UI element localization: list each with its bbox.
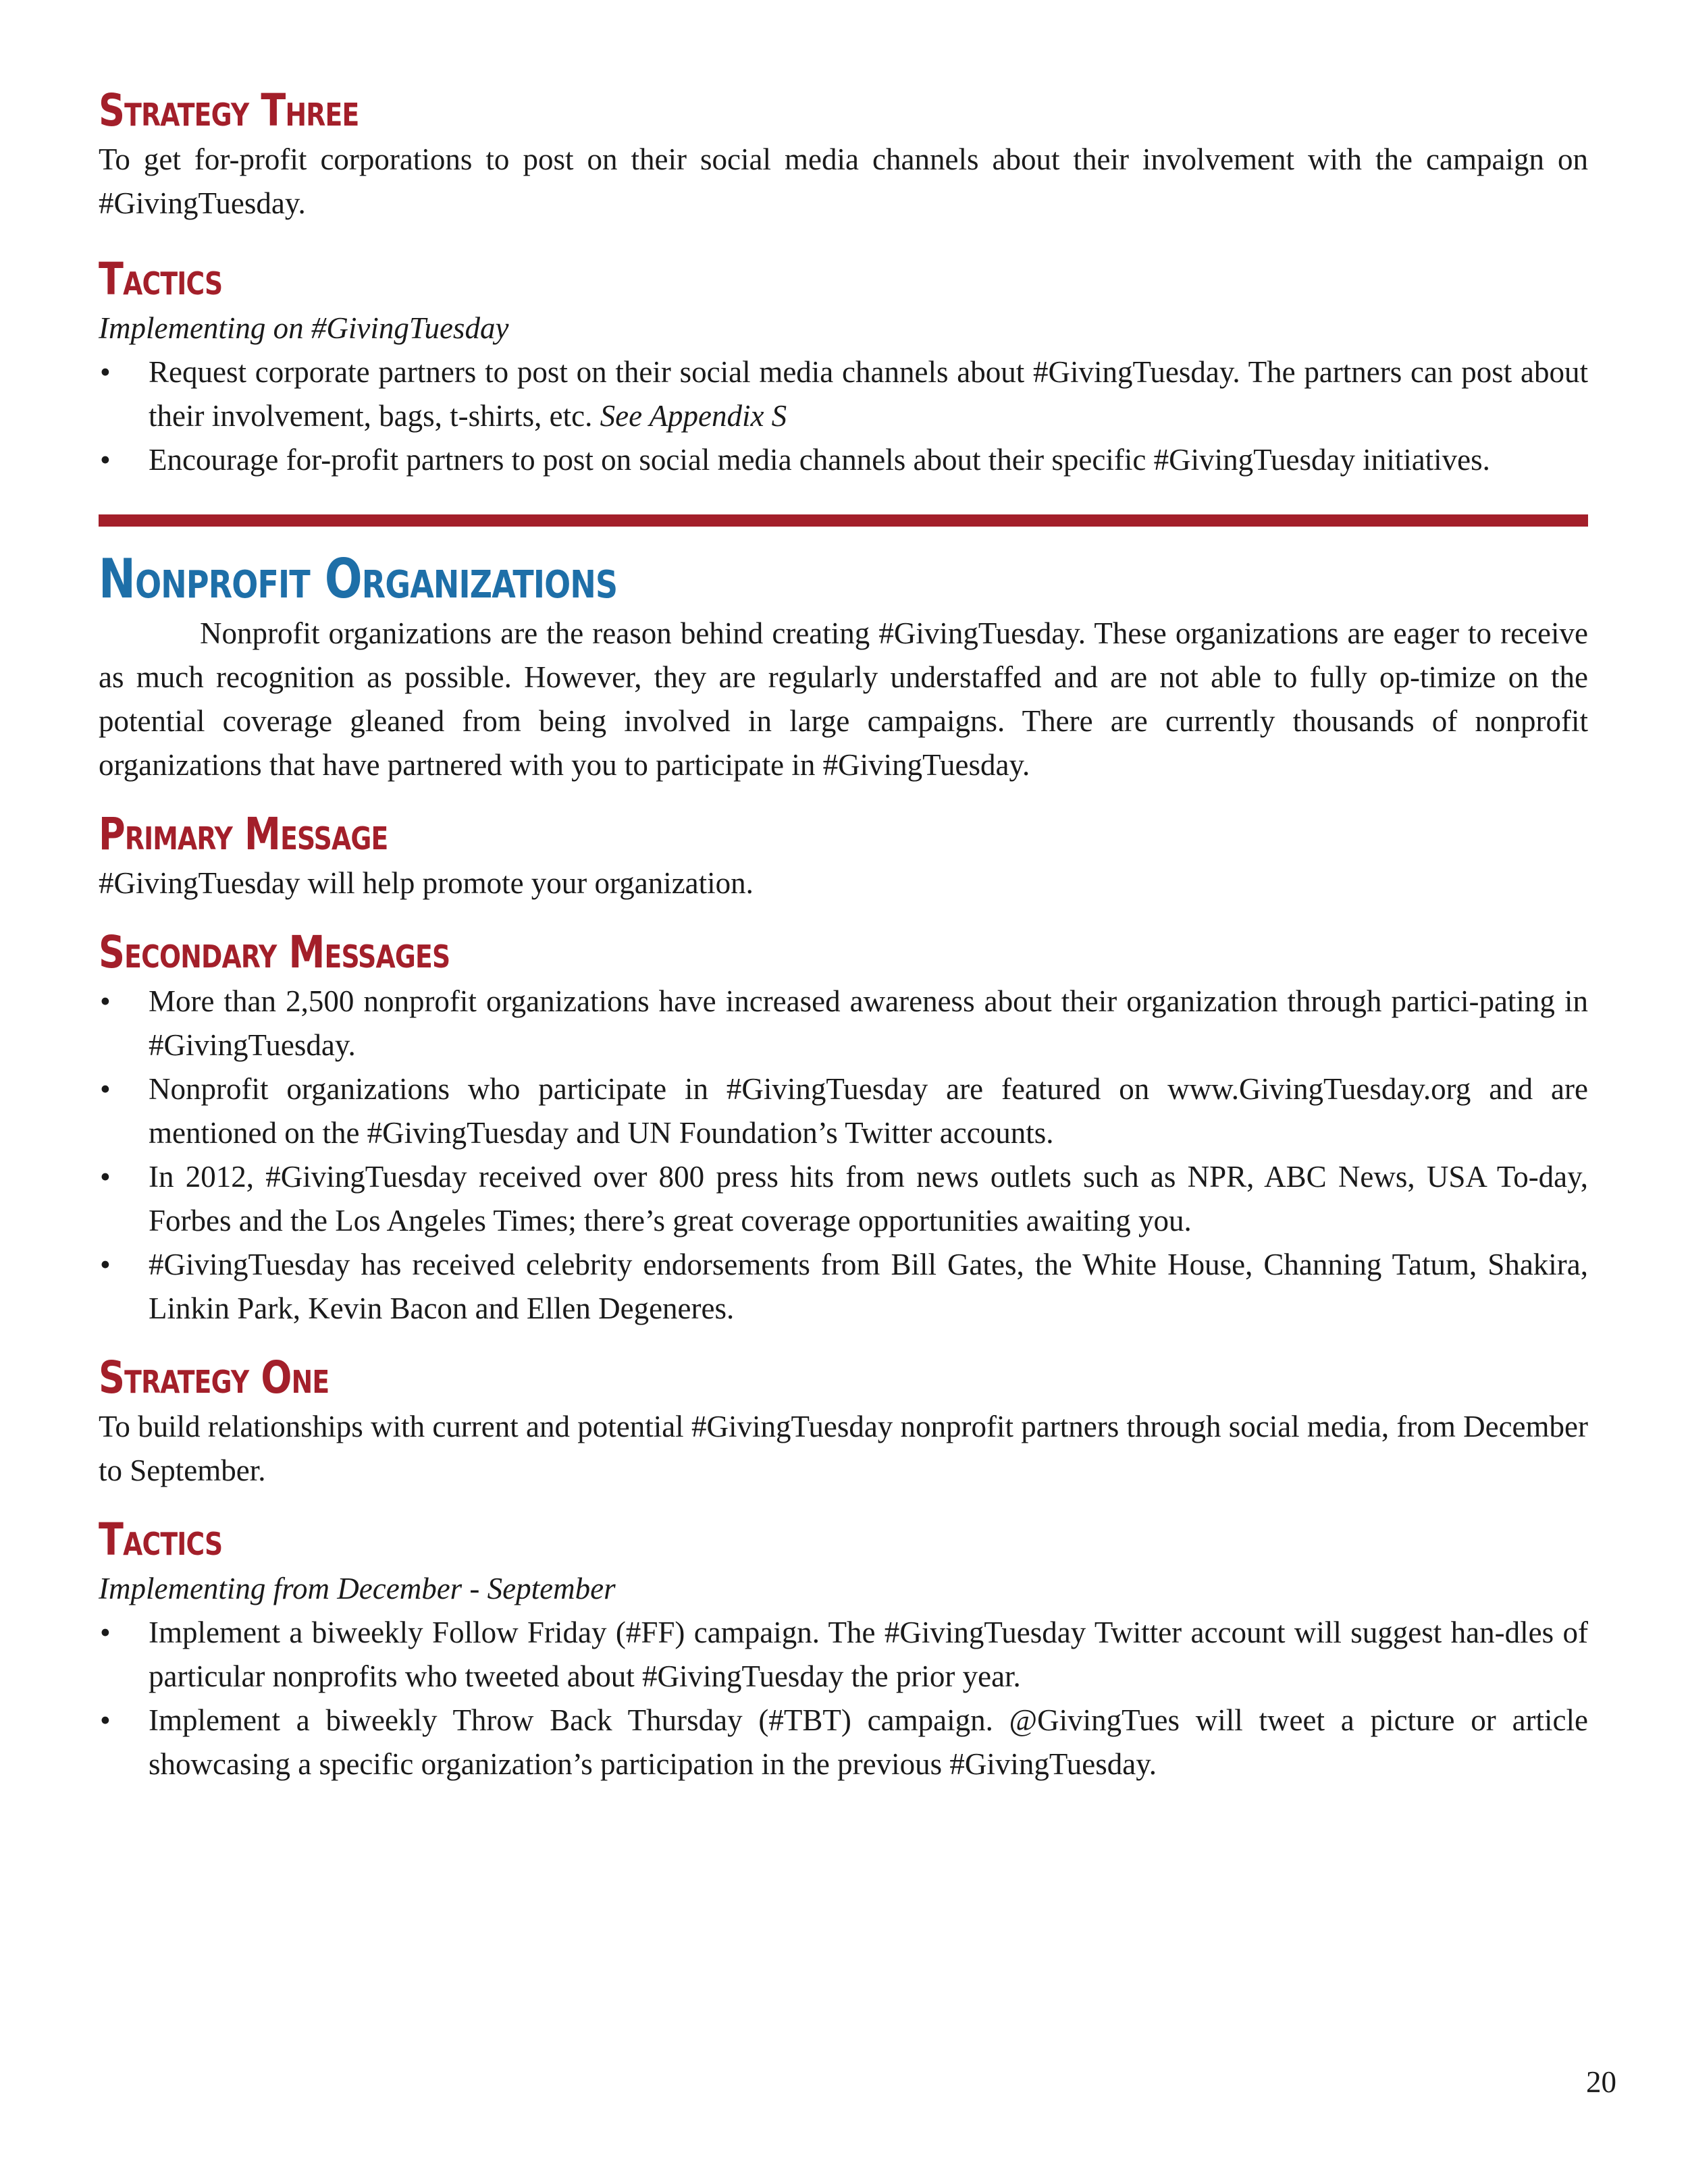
tactics-subheading: Implementing from December - September	[99, 1572, 616, 1605]
tactics-heading: Tactics	[99, 1514, 223, 1566]
list-item	[99, 1699, 1588, 1786]
nonprofit-body: Nonprofit organizations are the reason behind creating #GivingTuesday. These organizations are eager to receive as much recognition as possible. However, they are regularly understaffed and are not able to fully op-timize on the potential coverage gleaned from being involved in large campaigns. There are currently thousands of nonprofit organizations that have partnered with you to participate in #GivingTuesday.	[99, 616, 1588, 782]
list-item	[99, 1611, 1588, 1699]
bullet-icon: •	[100, 1248, 111, 1281]
primary-message-section	[99, 807, 1588, 905]
list-item-text: #GivingTuesday has received celebrity endorsements from Bill Gates, the White House, Channing Tatum, Shakira, Linkin Park, Kevin Bacon and Ellen Degeneres.	[149, 1248, 1588, 1325]
tactics-subheading: Implementing on #GivingTuesday	[99, 311, 509, 345]
bullet-icon: •	[100, 1160, 111, 1194]
nonprofit-section	[99, 547, 1588, 787]
list-item	[99, 438, 1588, 482]
bullet-icon: •	[100, 1072, 111, 1106]
bullet-icon: •	[100, 1616, 111, 1649]
strategy-three-section	[99, 84, 1588, 225]
bullet-icon: •	[100, 355, 111, 389]
primary-message-heading: Primary Message	[99, 808, 388, 860]
tactics-nonprofit-section	[99, 1513, 1588, 1786]
bullet-icon: •	[100, 984, 111, 1018]
strategy-one-heading: Strategy One	[99, 1352, 329, 1404]
list-item-text: Implement a biweekly Follow Friday (#FF) campaign. The #GivingTuesday Twitter account will suggest han-dles of particular nonprofits who tweeted about #GivingTuesday the prior year.	[149, 1616, 1588, 1693]
list-item	[99, 1155, 1588, 1243]
strategy-three-heading: Strategy Three	[99, 84, 359, 136]
bullet-icon: •	[100, 1703, 111, 1737]
secondary-messages-list	[99, 980, 1588, 1331]
page-number: 20	[1586, 2065, 1616, 2099]
list-item-text: In 2012, #GivingTuesday received over 800 press hits from news outlets such as NPR, ABC News, USA To-day, Forbes and the Los Angeles Times; there’s great coverage opportunities awaiting you.	[149, 1160, 1588, 1237]
list-item-text: Nonprofit organizations who participate in #GivingTuesday are featured on www.GivingTuesday.org and are mentioned on the #GivingTuesday and UN Foundation’s Twitter accounts.	[149, 1072, 1588, 1150]
list-item-text: Request corporate partners to post on their social media channels about #GivingTuesday. The partners can post about their involvement, bags, t-shirts, etc.	[149, 355, 1588, 433]
strategy-one-body: To build relationships with current and potential #GivingTuesday nonprofit partners through social media, from December to September.	[99, 1410, 1588, 1487]
list-item	[99, 350, 1588, 438]
list-item	[99, 980, 1588, 1067]
list-item-text: More than 2,500 nonprofit organizations have increased awareness about their organization through partici-pating in #GivingTuesday.	[149, 984, 1588, 1062]
secondary-messages-heading: Secondary Messages	[99, 926, 450, 978]
strategy-one-section	[99, 1351, 1588, 1493]
section-divider	[99, 514, 1588, 527]
secondary-messages-section	[99, 926, 1588, 1331]
primary-message-body: #GivingTuesday will help promote your organization.	[99, 866, 754, 900]
bullet-icon: •	[100, 443, 111, 477]
list-item	[99, 1243, 1588, 1331]
nonprofit-heading: Nonprofit Organizations	[99, 548, 618, 610]
tactics-heading: Tactics	[99, 253, 223, 305]
tactics-list	[99, 1611, 1588, 1786]
tactics-list	[99, 350, 1588, 482]
list-item-text: Encourage for-profit partners to post on social media channels about their specific #GivingTuesday initiatives.	[149, 443, 1490, 477]
list-item	[99, 1067, 1588, 1155]
appendix-reference: See Appendix S	[600, 399, 787, 433]
list-item-text: Implement a biweekly Throw Back Thursday (#TBT) campaign. @GivingTues will tweet a picture or article showcasing a specific organization’s participation in the previous #GivingTuesday.	[149, 1703, 1588, 1781]
strategy-three-body: To get for-profit corporations to post on their social media channels about their involvement with the campaign on #GivingTuesday.	[99, 142, 1588, 220]
tactics-corporate-section	[99, 252, 1588, 482]
document-page	[99, 84, 1588, 1786]
